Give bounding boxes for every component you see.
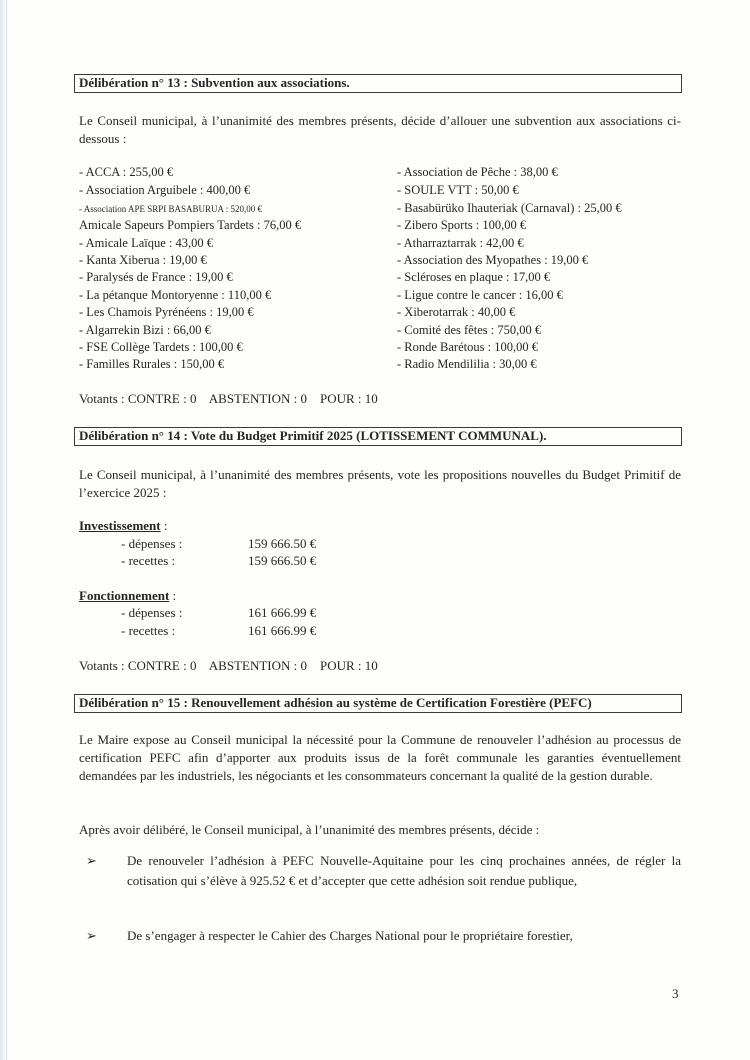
invest-title: Investissement — [79, 518, 161, 533]
d15-bullet-2: De s’engager à respecter le Cahier des Charges National pour le propriétaire forestier, — [127, 928, 573, 943]
invest-depenses-label: - dépenses : — [121, 536, 183, 551]
heading-deliberation-13: Délibération n° 13 : Subvention aux associations. — [74, 74, 682, 93]
d14-vote-results: Votants : CONTRE : 0 ABSTENTION : 0 POUR : 10 — [79, 658, 378, 673]
list-item: - ACCA : 255,00 € — [79, 165, 174, 179]
heading-deliberation-15: Délibération n° 15 : Renouvellement adhésion au système de Certification Forestière (PEFC) — [74, 694, 682, 713]
list-item: - Association de Pêche : 38,00 € — [397, 165, 558, 179]
heading-deliberation-14: Délibération n° 14 : Vote du Budget Primitif 2025 (LOTISSEMENT COMMUNAL). — [74, 427, 682, 446]
page-number: 3 — [672, 986, 679, 1001]
list-item: - Radio Mendililia : 30,00 € — [397, 357, 537, 371]
d13-vote-results: Votants : CONTRE : 0 ABSTENTION : 0 POUR : 10 — [79, 391, 378, 406]
d14-intro: Le Conseil municipal, à l’unanimité des membres présents, vote les propositions nouvelles du Budget Primitif de l’exercice 2025 : — [79, 467, 681, 500]
arrow-bullet-icon: ➢ — [86, 853, 97, 868]
list-item: - Ligue contre le cancer : 16,00 € — [397, 288, 563, 302]
page-edge-line — [6, 0, 7, 1060]
d13-intro: Le Conseil municipal, à l’unanimité des membres présents, décide d’allouer une subvention aux associations ci-dessous : — [79, 113, 681, 146]
list-item: - Comité des fêtes : 750,00 € — [397, 323, 542, 337]
d15-intro: Le Maire expose au Conseil municipal la nécessité pour la Commune de renouveler l’adhésion au processus de certification PEFC afin d’apporter aux produits issus de la forêt communale les garanties éventuellement demandées par les industriels, les négociants et les consommateurs concernant la qualité de la gestion durable. — [79, 732, 681, 783]
list-item: - FSE Collège Tardets : 100,00 € — [79, 340, 243, 354]
list-item: - Kanta Xiberua : 19,00 € — [79, 253, 207, 267]
d15-bullet-1: De renouveler l’adhésion à PEFC Nouvelle-Aquitaine pour les cinq prochaines années, de régler la cotisation qui s’élève à 925.52 € et d’accepter que cette adhésion soit rendue publique, — [127, 853, 681, 888]
list-item: - SOULE VTT : 50,00 € — [397, 183, 519, 197]
list-item: - Basabürüko Ihauteriak (Carnaval) : 25,00 € — [397, 201, 622, 215]
list-item: - Association APE SRPI BASABURUA : 520,00 € — [79, 204, 263, 214]
invest-depenses-value: 159 666.50 € — [248, 536, 317, 551]
list-item: - Paralysés de France : 19,00 € — [79, 270, 233, 284]
colon: : — [169, 588, 177, 603]
fonct-heading — [79, 588, 176, 604]
colon: : — [160, 518, 168, 533]
list-item: - Algarrekin Bizi : 66,00 € — [79, 323, 211, 337]
list-item: - Atharraztarrak : 42,00 € — [397, 236, 524, 250]
page-edge-shadow — [0, 0, 5, 1060]
list-item: - Zibero Sports : 100,00 € — [397, 218, 527, 232]
fonct-depenses-label: - dépenses : — [121, 605, 183, 620]
fonct-recettes-value: 161 666.99 € — [248, 623, 317, 638]
invest-heading — [79, 518, 167, 534]
list-item: - Amicale Laïque : 43,00 € — [79, 236, 213, 250]
fonct-recettes-label: - recettes : — [121, 623, 176, 638]
fonct-title: Fonctionnement — [79, 588, 170, 603]
list-item: - Ronde Barétous : 100,00 € — [397, 340, 538, 354]
fonct-depenses-value: 161 666.99 € — [248, 605, 317, 620]
list-item: - Association des Myopathes : 19,00 € — [397, 253, 589, 267]
invest-recettes-value: 159 666.50 € — [248, 553, 317, 568]
invest-recettes-label: - recettes : — [121, 553, 176, 568]
list-item: - Association Arguibele : 400,00 € — [79, 183, 251, 197]
list-item: Amicale Sapeurs Pompiers Tardets : 76,00 € — [79, 218, 302, 232]
d15-decide: Après avoir délibéré, le Conseil municipal, à l’unanimité des membres présents, décide : — [79, 822, 540, 837]
arrow-bullet-icon: ➢ — [86, 928, 97, 943]
list-item: - Les Chamois Pyrénéens : 19,00 € — [79, 305, 254, 319]
list-item: - La pétanque Montoryenne : 110,00 € — [79, 288, 272, 302]
list-item: - Familles Rurales : 150,00 € — [79, 357, 225, 371]
list-item: - Scléroses en plaque : 17,00 € — [397, 270, 551, 284]
list-item: - Xiberotarrak : 40,00 € — [397, 305, 516, 319]
